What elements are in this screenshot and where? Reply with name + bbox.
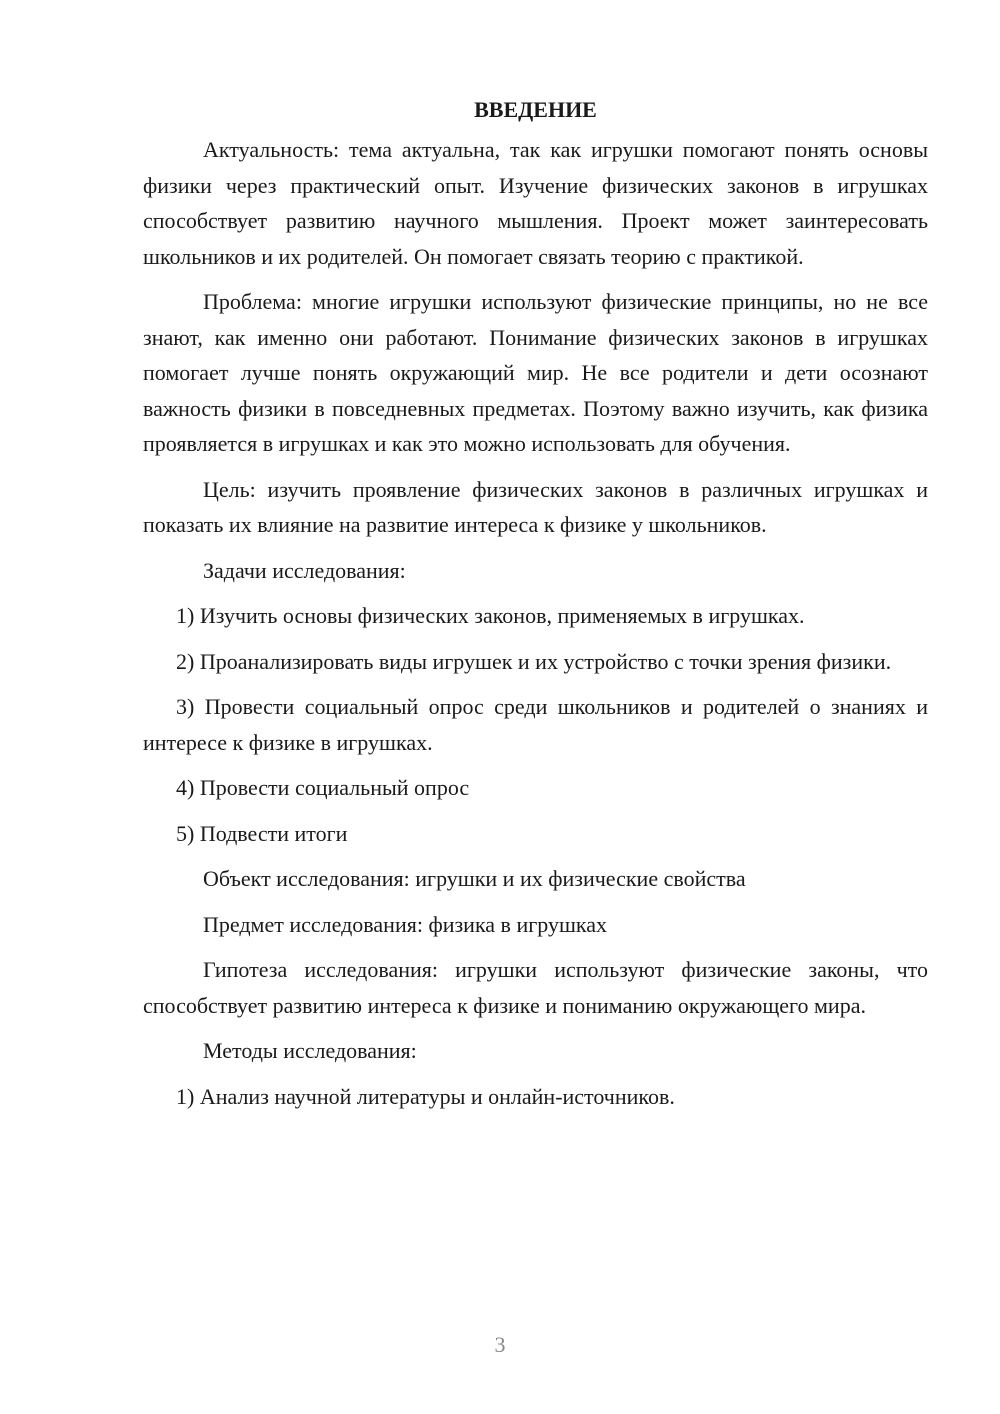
page-number: 3 <box>494 1332 506 1357</box>
task-item-5: 5) Подвести итоги <box>176 820 348 846</box>
object-line: Объект исследования: игрушки и их физические свойства <box>203 866 746 891</box>
tasks-heading: Задачи исследования: <box>203 557 406 583</box>
method-item-1: 1) Анализ научной литературы и онлайн-источников. <box>176 1083 675 1109</box>
goal-paragraph: Цель: изучить проявление физических законов в различных игрушках и показать их влияние на развитие интереса к физике у школьников. <box>143 476 928 537</box>
document-page <box>143 88 928 1124</box>
task-item-4: 4) Провести социальный опрос <box>176 775 470 800</box>
task-item-1: 1) Изучить основы физических законов, применяемых в игрушках. <box>176 603 805 628</box>
task-item-2: 2) Проанализировать виды игрушек и их устройство с точки зрения физики. <box>176 648 892 674</box>
task-item-3: 3) Провести социальный опрос среди школьников и родителей о знаниях и интересе к физике в игрушках. <box>143 694 928 755</box>
subject-line: Предмет исследования: физика в игрушках <box>203 911 608 937</box>
methods-heading: Методы исследования: <box>203 1038 417 1063</box>
hypothesis-paragraph: Гипотеза исследования: игрушки используют физические законы, что способствует развитию интереса к физике и пониманию окружающего мира. <box>143 957 928 1018</box>
section-title: ВВЕДЕНИЕ <box>474 97 597 122</box>
relevance-paragraph: Актуальность: тема актуальна, так как игрушки помогают понять основы физики через практический опыт. Изучение физических законов в игрушках способствует развитию научного мышления. Проект может заинтересовать школьников и их родителей. Он помогает связать теорию с практикой. <box>143 137 928 269</box>
problem-paragraph: Проблема: многие игрушки используют физические принципы, но не все знают, как именно они работают. Понимание физических законов в игрушках помогает лучше понять окружающий мир. Не все родители и дети осознают важность физики в повседневных предметах. Поэтому важно изучить, как физика проявляется в игрушках и как это можно использовать для обучения. <box>143 289 928 456</box>
